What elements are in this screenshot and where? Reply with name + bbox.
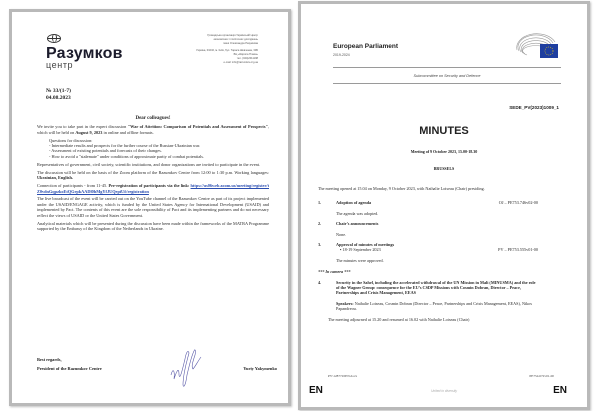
reference-block [46,88,71,102]
document-title: MINUTES [419,125,469,137]
participants-paragraph: Representatives of government, civil society, scientific institutions, and donor organizations are invited to participate in the event. [37,161,261,167]
ep-header [333,43,398,57]
header-divider [333,67,561,68]
organization-address [158,34,258,65]
org-line: Громадська організація Українській Центр [207,34,258,37]
reference-date: 04.08.2023 [46,95,71,101]
item-number: 3. [318,242,322,248]
broadcast-paragraph: The live broadcast of the event will be carried out on the YouTube channel of the Razumkov Centre as part of its project implemented under the USAID/ENGAGE activity, which is funded by the United States Agency for International Development (USAID) and implemented by Pact. The contents of this event are the sole responsibility of Pact and its implementing partners and do not necessary reflect the views of USAID or the United States Government. [37,196,269,218]
registration-link[interactable]: https://us06web.zoom.us/meeting/register/tZ0vdnGqpzkoEtQGrpkAADl0hMgYfJUQepiU#/registration [37,183,269,194]
email-line: e-mail: info@razumkov.org.ua [223,60,258,64]
razumkov-letter-page [9,9,291,406]
razumkov-logo [46,34,123,70]
bullet-icon: ▪ [340,247,343,253]
item-note: The minutes were approved. [336,257,384,263]
meeting-date: Meeting of 9 October 2023, 15.00-18.30 [410,149,478,154]
item-reference: OJ – PE753.746v02-00 [498,200,538,206]
reference-number: № 33/(1-7) [46,88,71,94]
header-divider [333,83,561,84]
opening-statement: The meeting opened at 15.04 on Monday, 9 October 2023, with Nathalie Loiseau (Chair) presiding. [318,186,485,191]
agenda-item [318,280,538,296]
agenda-item [318,221,538,226]
item-number: 4. [318,279,322,285]
phone-line: тел. (044)2011198 [236,56,258,60]
intro-paragraph: We invite you to take part in the expert discussion "War of Attrition: Comparison of Potentials and Assessment of Prospects", which will be held on August 9, 2023 in online and offline formats. [37,124,269,135]
item-title: Adoption of agenda [336,200,372,206]
closing: Best regards, [37,357,62,362]
question-item: - Intermediate results and prospects for the further course of the Russian-Ukrainian war. [49,143,201,149]
item-title: Approval of minutes of meetings [336,242,395,248]
parliamentary-term: 2019-2024 [333,53,350,57]
language-code-left: EN [309,385,323,396]
org-line: економічних і політичних досліджень [213,37,258,41]
european-parliament-logo-icon [515,32,559,60]
signer-name: Yuriy Yakymenko [243,366,277,371]
subcommittee-name: Subcommittee on Security and Defence [413,74,481,78]
eu-motto: United in diversity [430,389,458,393]
question-item: - Assessment of existing potentials and forecasts of their changes. [49,148,162,154]
org-line: імені Олександра Разумкова [223,41,258,45]
salutation: Dear colleagues! [135,116,171,121]
question-item: - How to avoid a "stalemate" under conditions of approximate parity of combat potentials. [49,153,205,159]
item-title: Security in the Sahel, including the accelerated withdrawal of the UN Mission in Mali (MINUSMA) and the role of the Wagner Group: consequence for the EU’s CSDP Missions with Cosmin Dobran, Director – Peace, Partnerships and Crisis Management, EEAS [336,279,536,296]
item-number: 2. [318,221,322,227]
item-note: The agenda was adopted. [336,210,379,216]
questions-heading: Questions for discussion: [49,137,93,143]
language-code-right: EN [553,385,567,396]
address-line: Україна, 01032, м. Київ, бул. Тараса Шевченка, 33Б [196,49,258,53]
platform-paragraph: The discussion will be held on the basis of the Zoom platform of the Razumkov Centre from 12:00 to 1:30 p.m. Working languages: Ukrainian, English. [37,169,269,181]
working-languages: Ukrainian, English. [37,175,73,181]
connection-paragraph: Connection of participants - from 11-45. Pre-registration of participants via the link: https://us06web.zoom.us/meeting/register/tZ0vdnGqpzkoEtQGrpkAADl0hMgYfJUQepiU#/registration [37,183,269,194]
minutes-bullet: ▪ 18-19 September 2023 PV – PE753.555v01-00 [340,247,538,253]
institution-name: European Parliament [333,43,399,50]
signature-image [167,345,207,390]
logo-name: Разумков [46,45,123,62]
in-camera-marker: *** In camera *** [318,269,351,275]
minutes-body [318,186,538,322]
speakers-line: Speakers: Nathalie Loiseau, Cosmin Dobran (Director – Peace, Partnerships and Crisis Management, EEAS), Nikos Papandreou. [336,300,532,312]
ep-minutes-page [298,1,590,410]
footer-file-name: PV\1287745EN.docx [328,374,358,378]
footer-pe-number: PE754.672v01-00 [529,374,554,378]
event-date: August 9, 2023 [75,129,103,135]
item-note: None. [336,231,347,237]
questions-list [37,138,269,159]
agenda-item [318,200,538,205]
address-line: БЦ «Європа Плаза» [233,53,258,57]
globe-icon [47,34,61,43]
item-number: 1. [318,200,322,206]
adjournment-statement: The meeting adjourned at 15.20 and resumed at 16.02 with Nathalie Loiseau (Chair) [328,316,470,322]
meeting-city: BRUSSELS [433,166,455,171]
logo-subtitle: центр [46,60,74,70]
item-title: Chair’s announcements [336,221,379,227]
event-title: "War of Attrition: Comparison of Potentials and Assessment of Prospects" [127,124,268,130]
letter-body [37,116,269,234]
item-reference: PV – PE753.555v01-00 [498,247,538,253]
analytical-paragraph: Analytical materials which will be presented during the discussion have been made within the frameworks of the MATRA Programme supported by the Embassy of the Kingdom of the Netherlands in Ukraine. [37,220,269,231]
signer-title: President of the Razumkov Centre [37,366,102,371]
document-code: SEDE_PV(2023)1009_1 [509,105,559,110]
signoff-block [37,355,277,373]
